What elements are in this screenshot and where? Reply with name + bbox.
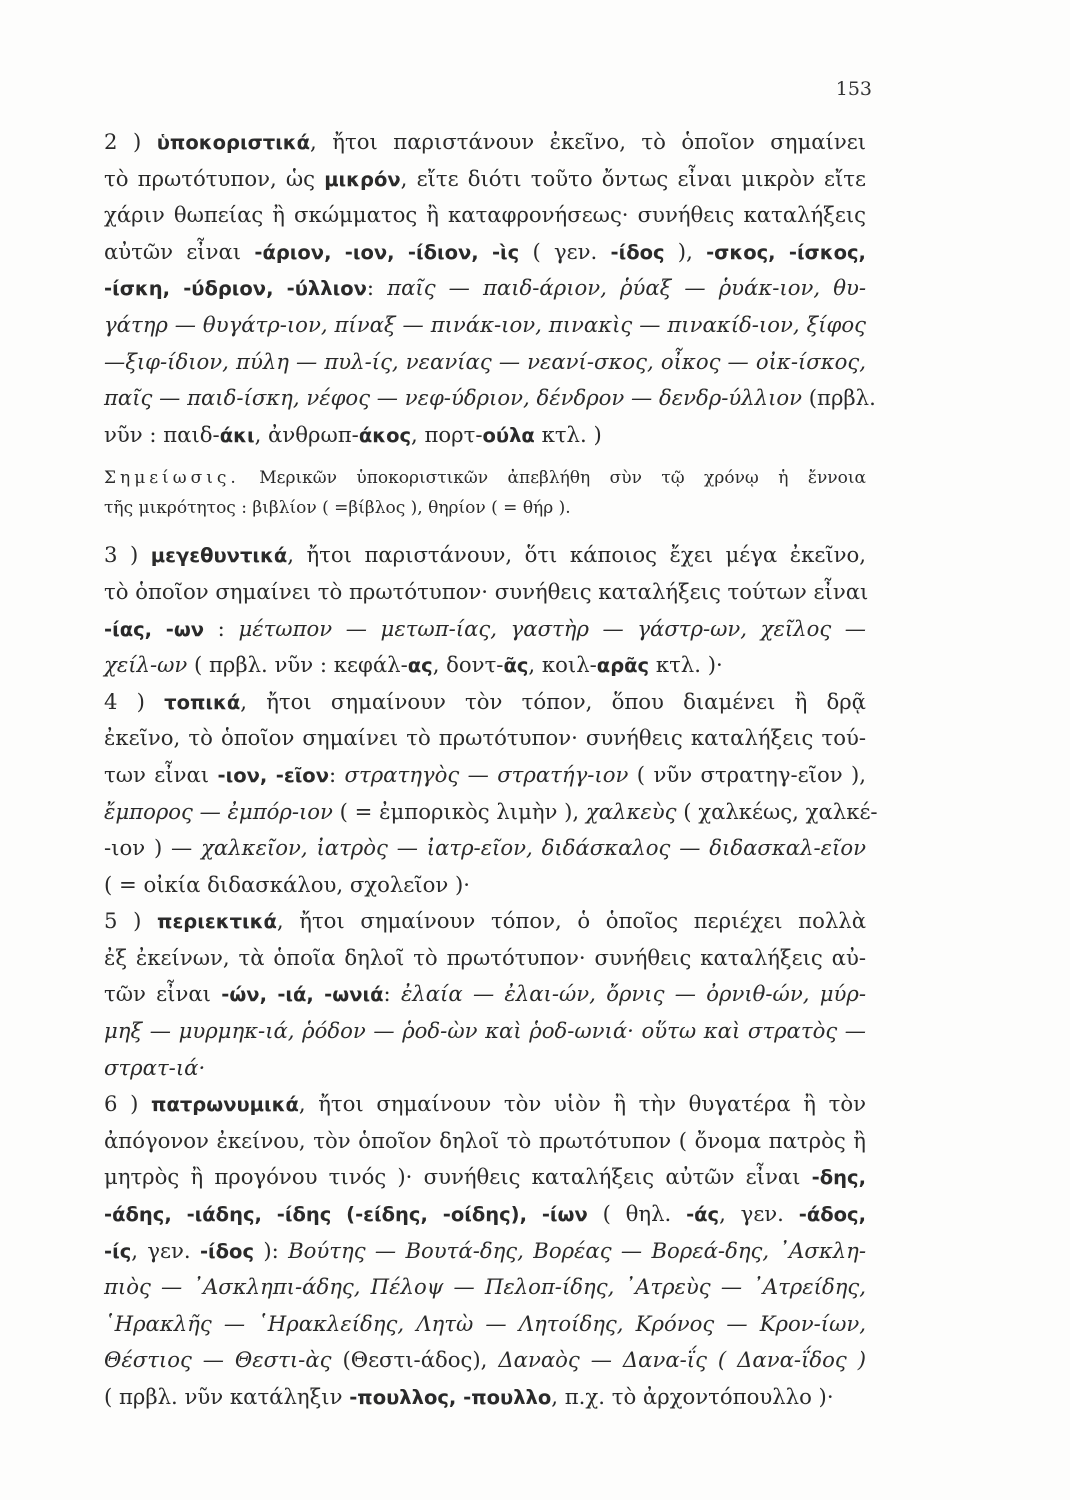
note-line: τῆς μικρότητος : βιβλίον ( =βίβλος ), θηρίον ( = θήρ ). — [104, 498, 571, 519]
paragraph-line: τῶν εἶναι -ών, -ιά, -ωνιά: ἐλαία — ἐλαι-ών, ὄρνις — ὀρνιθ-ών, μύρ- — [104, 981, 866, 1007]
term-heading: πατρωνυμικά — [151, 1093, 299, 1117]
paragraph-line: μητρὸς ἢ προγόνου τινός )· συνήθεις καταλήξεις αὐτῶν εἶναι -δης, — [104, 1164, 866, 1190]
paragraph-line: των εἶναι -ιον, -εῖον: στρατηγὸς — στρατήγ-ιον ( νῦν στρατηγ-εῖον ), — [104, 761, 867, 787]
note-label: Σημείωσις. — [104, 468, 240, 489]
paragraph-line: 2 ) ὑποκοριστικά, ἤτοι παριστάνουν ἐκεῖνο, τὸ ὁποῖον σημαίνει — [104, 129, 867, 154]
section-periektika — [104, 903, 866, 1086]
paragraph-line: ἔμπορος — ἐμπόρ-ιον ( = ἐμπορικὸς λιμὴν ), χαλκεὺς ( χαλκέως, χαλκέ- — [104, 798, 878, 824]
paragraph-line: στρατ-ιά· — [104, 1054, 206, 1080]
paragraph-line: 4 ) τοπικά, ἤτοι σημαίνουν τὸν τόπον, ὅπου διαμένει ἢ δρᾷ — [104, 688, 866, 714]
paragraph-line: -άδης, -ιάδης, -ίδης (-είδης, -οίδης), -ίων ( θηλ. -άς, γεν. -άδος, — [104, 1201, 866, 1227]
paragraph-line: νῦν : παιδ-άκι, ἀνθρωπ-άκος, πορτ-ούλα κτλ. ) — [104, 421, 602, 447]
paragraph-line: χείλ-ων ( πρβλ. νῦν : κεφάλ-ας, δοντ-ᾶς, κοιλ-αρᾶς κτλ. )· — [104, 652, 723, 678]
paragraph-line: τὸ ὁποῖον σημαίνει τὸ πρωτότυπον· συνήθεις καταλήξεις τούτων εἶναι — [104, 578, 869, 604]
paragraph-line: ( = οἰκία διδασκάλου, σχολεῖον )· — [104, 871, 470, 897]
section-patronymika — [104, 1086, 866, 1415]
term-heading: τοπικά — [164, 690, 241, 714]
paragraph-line: αὐτῶν εἶναι -άριον, -ιον, -ίδιον, -ὶς ( γεν. -ίδος ), -σκος, -ίσκος, — [104, 238, 866, 264]
paragraph-line: ἀπόγονον ἐκείνου, τὸν ὁποῖον δηλοῖ τὸ πρωτότυπον ( ὄνομα πατρὸς ἢ — [104, 1127, 866, 1153]
paragraph-line: -ίσκη, -ύδριον, -ύλλιον: παῖς — παιδ-άριον, ῥύαξ — ῥυάκ-ιον, θυ- — [104, 275, 867, 301]
term-heading: ὑποκοριστικά — [156, 131, 311, 154]
section-hypokoristika — [104, 124, 876, 453]
paragraph-line: —ξιφ-ίδιον, πύλη — πυλ-ίς, νεανίας — νεανί-σκος, οἶκος — οἰκ-ίσκος, — [104, 348, 866, 374]
paragraph-line: 3 ) μεγεθυντικά, ἤτοι παριστάνουν, ὅτι κάποιος ἔχει μέγα ἐκεῖνο, — [104, 542, 866, 568]
paragraph-line: ῾Ηρακλῆς — ῾Ηρακλείδης, Λητὼ — Λητοίδης, Κρόνος — Κρον-ίων, — [104, 1310, 866, 1336]
term-heading: μεγεθυντικά — [150, 544, 288, 568]
term-heading: περιεκτικά — [157, 910, 277, 934]
paragraph-line: ἐξ ἐκείνων, τὰ ὁποῖα δηλοῖ τὸ πρωτότυπον· συνήθεις καταλήξεις αὐ- — [104, 944, 866, 970]
paragraph-line: 6 ) πατρωνυμικά, ἤτοι σημαίνουν τὸν υἱὸν ἢ τὴν θυγατέρα ἢ τὸν — [104, 1091, 866, 1117]
body-text — [104, 124, 878, 1416]
note-block — [104, 463, 866, 523]
paragraph-line: μηξ — μυρμηκ-ιά, ῥόδον — ῥοδ-ὼν καὶ ῥοδ-ωνιά· οὕτω καὶ στρατὸς — — [104, 1018, 866, 1044]
paragraph-line: πιὸς — ᾿Ασκληπι-άδης, Πέλοψ — Πελοπ-ίδης, ᾿Ατρεὺς — ᾿Ατρείδης, — [104, 1274, 866, 1300]
page-number: 153 — [835, 78, 872, 100]
section-topika — [104, 684, 878, 904]
paragraph-line: τὸ πρωτότυπον, ὡς μικρόν, εἴτε διότι τοῦτο ὄντως εἶναι μικρὸν εἴτε — [104, 165, 867, 191]
section-megethyntika — [104, 537, 869, 683]
paragraph-line: γάτηρ — θυγάτρ-ιον, πίναξ — πινάκ-ιον, πινακὶς — πινακίδ-ιον, ξίφος — [104, 311, 866, 337]
paragraph-line: -ιον ) — χαλκεῖον, ἰατρὸς — ἰατρ-εῖον, διδάσκαλος — διδασκαλ-εῖον — [104, 835, 866, 861]
paragraph-line: 5 ) περιεκτικά, ἤτοι σημαίνουν τόπον, ὁ ὁποῖος περιέχει πολλὰ — [104, 908, 866, 934]
note-line: Σημείωσις. Μερικῶν ὑποκοριστικῶν ἀπεβλήθη σὺν τῷ χρόνῳ ἡ ἔννοια — [104, 468, 866, 489]
paragraph-line: -ίας, -ων : μέτωπον — μετωπ-ίας, γαστὴρ — γάστρ-ων, χεῖλος — — [104, 615, 866, 641]
paragraph-line: ἐκεῖνο, τὸ ὁποῖον σημαίνει τὸ πρωτότυπον· συνήθεις καταλήξεις τού- — [104, 725, 866, 751]
paragraph-line: Θέστιος — Θεστι-ὰς (Θεστι-άδος), Δαναὸς — Δανα-ΐς ( Δανα-ΐδος ) — [104, 1347, 866, 1373]
paragraph-line: ( πρβλ. νῦν κατάληξιν -πουλλος, -πουλλο, π.χ. τὸ ἀρχοντόπουλλο )· — [104, 1384, 834, 1409]
paragraph-line: χάριν θωπείας ἢ σκώμματος ἢ καταφρονήσεως· συνήθεις καταλήξεις — [104, 202, 866, 228]
paragraph-line: παῖς — παιδ-ίσκη, νέφος — νεφ-ύδριον, δένδρον — δενδρ-ύλλιον (πρβλ. — [104, 385, 876, 411]
paragraph-line: -ίς, γεν. -ίδος ): Βούτης — Βουτά-δης, Βορέας — Βορεά-δης, ᾿Ασκλη- — [104, 1237, 866, 1263]
